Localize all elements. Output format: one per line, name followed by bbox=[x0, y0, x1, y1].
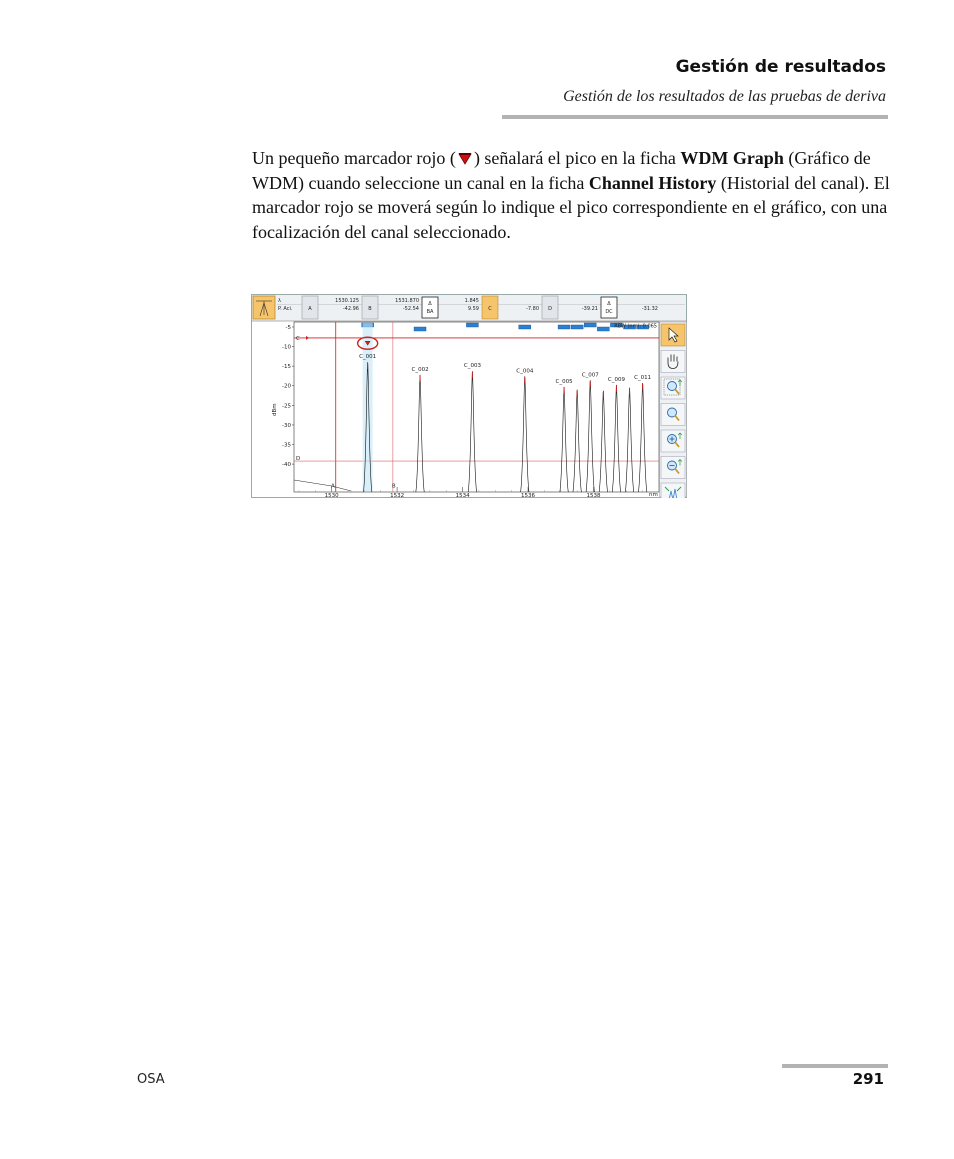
footer-product: OSA bbox=[137, 1072, 165, 1087]
marker-d-button[interactable] bbox=[542, 296, 558, 319]
body-paragraph: Un pequeño marcador rojo ( ) señalará el pico en la ficha WDM Graph (Gráfico de WDM) cuando seleccione un canal en la ficha Channel History (Historial del canal). El marcador rojo se moverá según lo indique el pico correspondiente en el gráfico, con una focalización del canal seleccionado. bbox=[252, 148, 890, 242]
channel-label: C_002 bbox=[411, 366, 429, 373]
zoom-button[interactable] bbox=[661, 404, 685, 426]
marker-a-wavelength: 1530.125 bbox=[335, 298, 359, 304]
svg-text:A: A bbox=[308, 306, 312, 312]
wdm-graph bbox=[251, 294, 687, 498]
channel-label: C_007 bbox=[581, 372, 599, 379]
svg-text:DC: DC bbox=[605, 309, 613, 315]
channel-tab[interactable] bbox=[597, 327, 609, 331]
marker-b-button[interactable] bbox=[362, 296, 378, 319]
section-title: Gestión de resultados bbox=[675, 57, 886, 77]
y-axis-label: dBm bbox=[272, 403, 278, 416]
svg-text:Δ: Δ bbox=[607, 301, 611, 307]
pan-hand-button[interactable] bbox=[661, 351, 685, 373]
y-tick-label: -35 bbox=[282, 442, 291, 449]
channel-label: C_005 bbox=[555, 378, 573, 385]
channel-label: C_001 bbox=[359, 354, 377, 361]
channel-tab[interactable] bbox=[571, 325, 583, 329]
marker-c-power: -7.80 bbox=[526, 306, 539, 312]
channel-label: C_003 bbox=[463, 363, 481, 370]
wdm-graph-screenshot bbox=[251, 294, 687, 498]
x-tick-label: 1538 bbox=[586, 493, 601, 498]
delta-ba-button[interactable] bbox=[422, 297, 438, 318]
marker-b-power: -52.54 bbox=[402, 306, 419, 312]
x-tick-label: 1530 bbox=[324, 493, 339, 498]
y-tick-label: -30 bbox=[282, 422, 291, 429]
y-tick-label: -25 bbox=[282, 403, 291, 410]
marker-a-button[interactable] bbox=[302, 296, 318, 319]
y-tick-label: -5 bbox=[285, 324, 291, 331]
spectrum-mode-button[interactable] bbox=[253, 296, 275, 319]
x-tick-label: 1532 bbox=[390, 493, 405, 498]
zoom-out-button[interactable] bbox=[661, 457, 685, 479]
marker-c-button[interactable] bbox=[482, 296, 498, 319]
y-tick-label: -40 bbox=[282, 462, 291, 469]
channel-label: C_009 bbox=[607, 376, 625, 383]
section-subtitle: Gestión de los resultados de las pruebas de deriva bbox=[563, 88, 886, 105]
marker-a-power: -42.96 bbox=[342, 306, 359, 312]
footer-rule bbox=[782, 1064, 888, 1068]
channel-tab[interactable] bbox=[414, 327, 426, 331]
zoom-area-button[interactable] bbox=[661, 377, 685, 399]
channel-tab[interactable] bbox=[466, 323, 478, 327]
marker-b-label: B bbox=[391, 483, 396, 490]
svg-text:BA: BA bbox=[426, 309, 434, 315]
channel-label: C_004 bbox=[516, 368, 534, 375]
zoom-in-button[interactable] bbox=[661, 430, 685, 452]
x-axis-unit: nm bbox=[649, 492, 658, 498]
auto-fit-button[interactable] bbox=[661, 483, 685, 498]
delta-dc-button[interactable] bbox=[601, 297, 617, 318]
channel-label: C_011 bbox=[634, 375, 652, 381]
y-tick-label: -15 bbox=[282, 364, 291, 371]
red-marker-icon bbox=[457, 152, 473, 166]
marker-c-label: C bbox=[296, 335, 300, 342]
rbw-readout: RBW (nm): 0.065 bbox=[614, 323, 657, 330]
y-tick-label: -20 bbox=[282, 383, 291, 390]
page-number: 291 bbox=[852, 1070, 884, 1088]
marker-b-wavelength: 1531.870 bbox=[395, 298, 419, 304]
svg-text:D: D bbox=[548, 306, 552, 312]
header-rule bbox=[502, 115, 888, 119]
delta-ba-power: 9.59 bbox=[467, 306, 479, 312]
svg-text:Δ: Δ bbox=[428, 301, 432, 307]
y-tick-label: -10 bbox=[282, 344, 291, 351]
wavelength-row-label: λ bbox=[278, 298, 281, 304]
svg-text:C: C bbox=[488, 306, 492, 312]
x-tick-label: 1536 bbox=[521, 493, 536, 498]
delta-ba-wavelength: 1.845 bbox=[464, 298, 479, 304]
marker-d-power: -39.21 bbox=[581, 306, 598, 312]
delta-dc-power: -31.32 bbox=[641, 306, 658, 312]
channel-tab[interactable] bbox=[519, 325, 531, 329]
marker-d-label: D bbox=[296, 456, 301, 463]
channel-tab[interactable] bbox=[584, 323, 596, 327]
channel-tab[interactable] bbox=[558, 325, 570, 329]
power-row-label: P. Aci. bbox=[278, 306, 293, 312]
x-tick-label: 1534 bbox=[455, 493, 470, 498]
pointer-button[interactable] bbox=[661, 324, 685, 346]
marker-a-label: A bbox=[330, 483, 335, 490]
svg-text:B: B bbox=[368, 306, 372, 312]
